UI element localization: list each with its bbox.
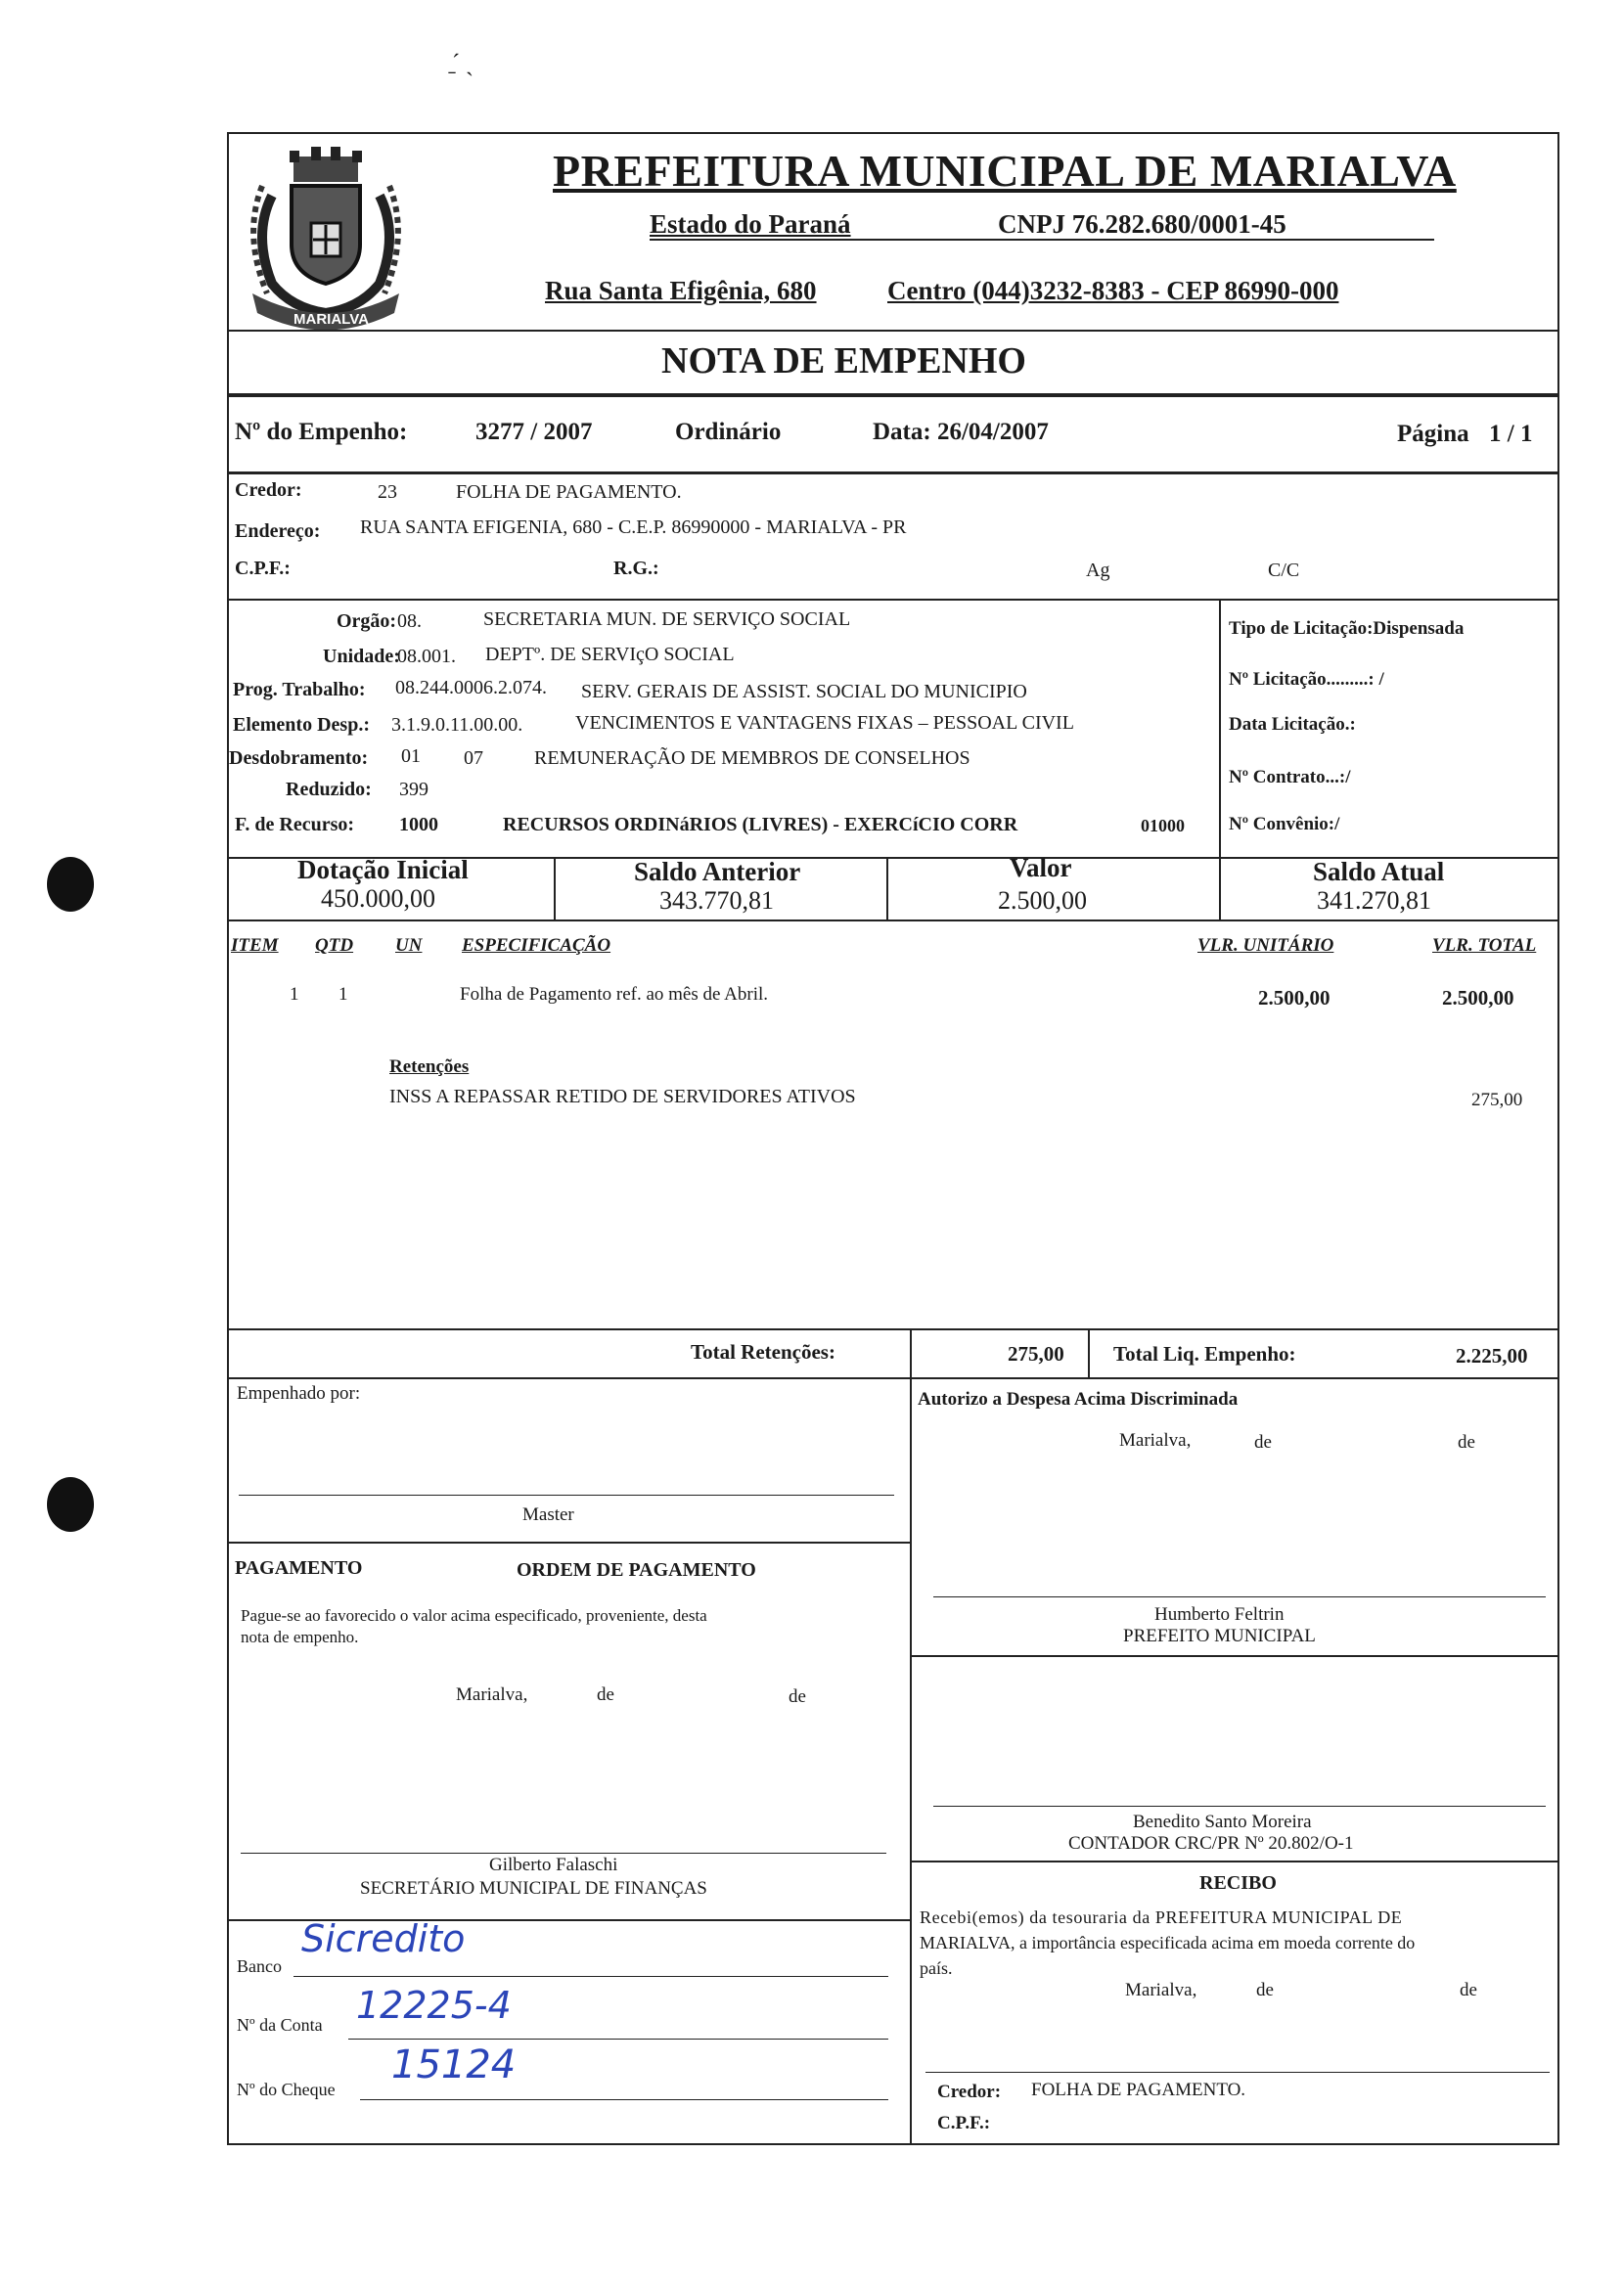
row-especificacao: Folha de Pagamento ref. ao mês de Abril. xyxy=(460,984,769,1005)
pagamento-text-line2: nota de empenho. xyxy=(241,1628,359,1646)
pagamento-de-2: de xyxy=(789,1686,806,1707)
recibo-text-line2: MARIALVA, a importância especificada acima em moeda corrente do xyxy=(920,1933,1416,1952)
ag-label: Ag xyxy=(1086,560,1110,581)
prefeito-cargo: PREFEITO MUNICIPAL xyxy=(1123,1626,1316,1646)
contador-nome: Benedito Santo Moreira xyxy=(1133,1812,1312,1832)
recibo-credor-label: Credor: xyxy=(937,2082,1002,2102)
divider xyxy=(227,393,1559,397)
retencao-value: 275,00 xyxy=(1471,1090,1523,1110)
col-item: ITEM xyxy=(231,935,279,956)
reduzido-label: Reduzido: xyxy=(286,779,372,800)
page-label: Página xyxy=(1397,421,1469,447)
divider xyxy=(910,1861,1559,1862)
orgao-name: SECRETARIA MUN. DE SERVIÇO SOCIAL xyxy=(483,608,851,630)
contador-cargo: CONTADOR CRC/PR Nº 20.802/O-1 xyxy=(1068,1833,1354,1854)
fonte-recurso-code-2: 01000 xyxy=(1141,816,1185,835)
secretario-cargo: SECRETÁRIO MUNICIPAL DE FINANÇAS xyxy=(360,1878,707,1899)
divider xyxy=(360,2099,888,2100)
recibo-title: RECIBO xyxy=(1199,1872,1277,1894)
desdobramento-code-1: 01 xyxy=(401,745,421,767)
total-retencoes-value: 275,00 xyxy=(1008,1342,1064,1366)
divider xyxy=(1219,599,1221,858)
elemento-code: 3.1.9.0.11.00.00. xyxy=(391,714,523,736)
divider xyxy=(241,1853,886,1854)
row-vlr-unitario: 2.500,00 xyxy=(1258,986,1331,1009)
prefeitura-title: PREFEITURA MUNICIPAL DE MARIALVA xyxy=(553,146,1457,196)
saldo-anterior-label: Saldo Anterior xyxy=(634,857,801,886)
cpf-label: C.P.F.: xyxy=(235,558,291,579)
pagamento-text-line1: Pague-se ao favorecido o valor acima especificado, proveniente, desta xyxy=(241,1606,707,1625)
total-liquido-label: Total Liq. Empenho: xyxy=(1113,1342,1296,1366)
divider xyxy=(910,1328,912,1377)
scan-marks: ̱ˊ ˎ xyxy=(452,51,474,76)
divider xyxy=(554,857,556,920)
empenho-type: Ordinário xyxy=(675,419,782,445)
cc-label: C/C xyxy=(1268,560,1300,581)
prefeito-nome: Humberto Feltrin xyxy=(1154,1604,1285,1625)
divider xyxy=(933,1596,1546,1597)
elemento-name: VENCIMENTOS E VANTAGENS FIXAS – PESSOAL CIVIL xyxy=(575,712,1074,734)
numero-convenio: Nº Convênio:/ xyxy=(1229,814,1340,834)
retencoes-heading: Retenções xyxy=(389,1056,470,1077)
contact-info: Centro (044)3232-8383 - CEP 86990-000 xyxy=(887,276,1339,305)
seal-label: MARIALVA xyxy=(293,311,369,328)
cheque-handwritten: 15124 xyxy=(391,2042,517,2087)
total-liquido-value: 2.225,00 xyxy=(1456,1344,1528,1368)
divider xyxy=(1219,857,1221,920)
unidade-code: 08.001. xyxy=(397,646,456,667)
endereco-label: Endereço: xyxy=(235,520,321,542)
estado-label: Estado do Paraná xyxy=(650,209,851,239)
banco-label: Banco xyxy=(237,1956,282,1976)
credor-name: FOLHA DE PAGAMENTO. xyxy=(456,481,682,503)
empenho-number: 3277 / 2007 xyxy=(475,419,593,445)
col-un: UN xyxy=(395,935,423,956)
desdobramento-name: REMUNERAÇÃO DE MEMBROS DE CONSELHOS xyxy=(534,747,970,769)
retencao-description: INSS A REPASSAR RETIDO DE SERVIDORES ATIVOS xyxy=(389,1086,856,1107)
cheque-label: Nº do Cheque xyxy=(237,2080,336,2099)
recibo-de-1: de xyxy=(1256,1980,1274,2000)
orgao-label: Orgão: xyxy=(337,610,397,632)
conta-handwritten: 12225-4 xyxy=(356,1984,512,2027)
dotacao-inicial-value: 450.000,00 xyxy=(321,884,435,913)
col-vlr-unitario: VLR. UNITÁRIO xyxy=(1197,935,1334,956)
valor-value: 2.500,00 xyxy=(998,886,1087,915)
divider xyxy=(293,1976,888,1977)
saldo-atual-label: Saldo Atual xyxy=(1313,857,1445,886)
col-especificacao: ESPECIFICAÇÃO xyxy=(462,935,611,956)
empenho-number-label: Nº do Empenho: xyxy=(235,419,408,445)
row-item: 1 xyxy=(290,984,299,1005)
divider xyxy=(348,2039,888,2040)
numero-licitacao: Nº Licitação.........: / xyxy=(1229,669,1384,690)
prog-trabalho-name: SERV. GERAIS DE ASSIST. SOCIAL DO MUNICIPIO xyxy=(581,681,1027,702)
punch-hole-bottom xyxy=(47,1477,94,1532)
autorizo-de-1: de xyxy=(1254,1432,1272,1453)
divider xyxy=(910,1377,912,2145)
pagamento-cidade: Marialva, xyxy=(456,1684,528,1705)
divider xyxy=(227,1377,1559,1379)
tipo-licitacao: Tipo de Licitação:Dispensada xyxy=(1229,618,1465,639)
saldo-atual-value: 341.270,81 xyxy=(1317,886,1431,915)
divider xyxy=(910,1655,1559,1657)
col-qtd: QTD xyxy=(315,935,354,956)
divider xyxy=(227,599,1559,601)
row-vlr-total: 2.500,00 xyxy=(1442,986,1514,1009)
divider xyxy=(925,2072,1550,2073)
pagamento-de-1: de xyxy=(597,1684,614,1705)
autorizo-label: Autorizo a Despesa Acima Discriminada xyxy=(918,1389,1239,1410)
divider xyxy=(1088,1328,1090,1377)
empenhado-por-master: Master xyxy=(522,1504,574,1525)
unidade-label: Unidade: xyxy=(323,646,400,667)
recibo-de-2: de xyxy=(1460,1980,1477,2000)
cnpj-label: CNPJ 76.282.680/0001-45 xyxy=(998,209,1286,239)
orgao-code: 08. xyxy=(397,610,422,632)
data-licitacao: Data Licitação.: xyxy=(1229,714,1356,735)
saldo-anterior-value: 343.770,81 xyxy=(659,886,774,915)
divider xyxy=(227,471,1559,474)
empenho-date: Data: 26/04/2007 xyxy=(873,419,1049,445)
banco-handwritten: Sicredito xyxy=(301,1917,466,1960)
divider xyxy=(933,1806,1546,1807)
total-retencoes-label: Total Retenções: xyxy=(691,1340,835,1364)
recibo-cidade: Marialva, xyxy=(1125,1980,1197,2000)
ordem-pagamento-label: ORDEM DE PAGAMENTO xyxy=(517,1559,756,1581)
rg-label: R.G.: xyxy=(613,558,659,579)
elemento-label: Elemento Desp.: xyxy=(233,714,370,736)
col-vlr-total: VLR. TOTAL xyxy=(1432,935,1537,956)
prog-trabalho-code: 08.244.0006.2.074. xyxy=(395,677,547,698)
reduzido-value: 399 xyxy=(399,779,429,800)
punch-hole-top xyxy=(47,857,94,912)
prog-trabalho-label: Prog. Trabalho: xyxy=(233,679,366,700)
recibo-credor-name: FOLHA DE PAGAMENTO. xyxy=(1031,2080,1246,2100)
street-address: Rua Santa Efigênia, 680 xyxy=(545,276,817,305)
document-title: NOTA DE EMPENHO xyxy=(661,340,1026,381)
credor-code: 23 xyxy=(378,481,397,503)
autorizo-de-2: de xyxy=(1458,1432,1475,1453)
recibo-text-line1: Recebi(emos) da tesouraria da PREFEITURA MUNICIPAL DE xyxy=(920,1907,1403,1927)
desdobramento-label: Desdobramento: xyxy=(229,747,369,769)
divider xyxy=(227,920,1559,921)
dotacao-inicial-label: Dotação Inicial xyxy=(297,855,469,884)
secretario-nome: Gilberto Falaschi xyxy=(489,1855,618,1875)
recibo-text-line3: país. xyxy=(920,1958,953,1978)
page-number: 1 / 1 xyxy=(1489,421,1533,447)
numero-contrato: Nº Contrato...:/ xyxy=(1229,767,1351,787)
conta-label: Nº da Conta xyxy=(237,2015,323,2035)
desdobramento-code-2: 07 xyxy=(464,747,483,769)
divider xyxy=(227,330,1559,332)
row-qtd: 1 xyxy=(338,984,348,1005)
autorizo-cidade: Marialva, xyxy=(1119,1430,1192,1451)
marialva-coat-of-arms-icon xyxy=(233,137,419,333)
recibo-cpf-label: C.P.F.: xyxy=(937,2113,991,2133)
pagamento-label: PAGAMENTO xyxy=(235,1557,363,1579)
header-underline xyxy=(650,239,1434,241)
valor-label: Valor xyxy=(1010,853,1072,882)
divider xyxy=(227,1542,912,1544)
divider xyxy=(239,1495,894,1496)
empenhado-por-label: Empenhado por: xyxy=(237,1383,361,1404)
unidade-name: DEPTº. DE SERVIçO SOCIAL xyxy=(485,644,735,665)
fonte-recurso-code: 1000 xyxy=(399,814,438,835)
divider xyxy=(886,857,888,920)
credor-label: Credor: xyxy=(235,479,302,501)
credor-address: RUA SANTA EFIGENIA, 680 - C.E.P. 86990000 - MARIALVA - PR xyxy=(360,516,907,538)
fonte-recurso-name: RECURSOS ORDINáRIOS (LIVRES) - EXERCíCIO CORR xyxy=(503,814,1018,835)
fonte-recurso-label: F. de Recurso: xyxy=(235,814,355,835)
divider xyxy=(227,1328,1559,1330)
